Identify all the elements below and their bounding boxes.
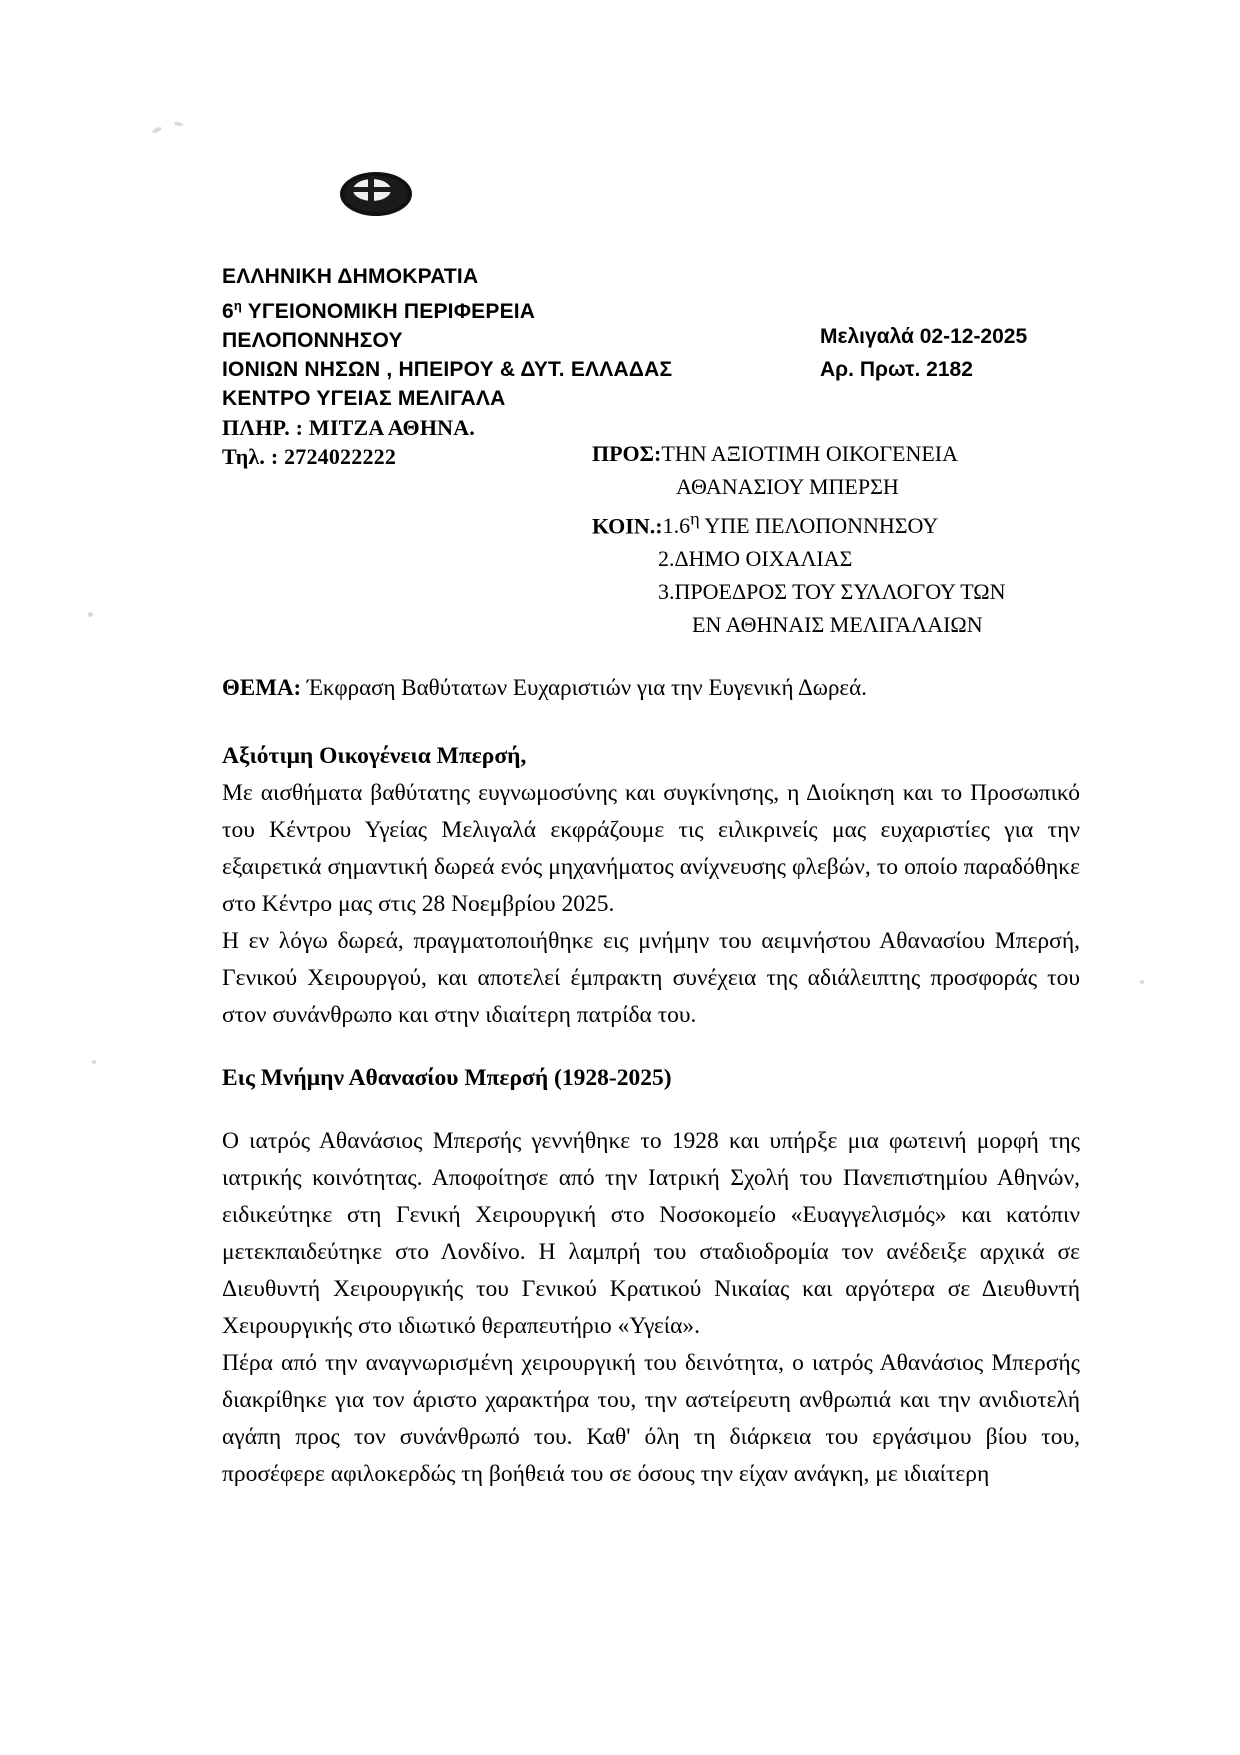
subject-line xyxy=(222,672,1122,704)
scan-speck xyxy=(152,126,163,134)
spacer xyxy=(222,1034,1080,1060)
salutation: Αξιότιμη Οικογένεια Μπερσή, xyxy=(222,743,527,769)
spacer xyxy=(222,1097,1080,1123)
recipient-cc-line xyxy=(592,503,1152,542)
recipient-cc-2: 2.ΔΗΜΟ ΟΙΧΑΛΙΑΣ xyxy=(658,546,853,572)
scan-speck xyxy=(1140,980,1144,984)
subject-text: Έκφραση Βαθύτατων Ευχαριστιών για την Ευγενική Δωρεά. xyxy=(301,675,867,700)
greek-emblem-icon xyxy=(340,172,404,208)
recipient-to-name: ΤΗΝ ΑΞΙΟΤΙΜΗ ΟΙΚΟΓΕΝΕΙΑ xyxy=(661,441,959,466)
protocol-number: Αρ. Πρωτ. 2182 xyxy=(820,358,973,381)
letter-body xyxy=(222,738,1080,1493)
recipient-block xyxy=(592,437,1152,641)
paragraph-3: Ο ιατρός Αθανάσιος Μπερσής γεννήθηκε το 1928 και υπήρξε μια φωτεινή μορφή της ιατρικής κοινότητας. Αποφοίτησε από την Ιατρική Σχολή του Πανεπιστημίου Αθηνών, ειδικεύτηκε στη Γενική Χειρουργική στο Νοσοκομείο «Ευαγγελισμός» και κατόπιν μετεκπαιδεύτηκε στο Λονδίνο. Η λαμπρή του σταδιοδρομία τον ανέδειξε αρχικά σε Διευθυντή Χειρουργικής του Γενικού Κρατικού Νικαίας και αργότερα σε Διευθυντή Χειρουργικής στο ιδιωτικό θεραπευτήριο «Υγεία». xyxy=(222,1128,1080,1339)
paragraph-2: Η εν λόγω δωρεά, πραγματοποιήθηκε εις μνήμην του αειμνήστου Αθανασίου Μπερσή, Γενικού Χειρουργού, και αποτελεί έμπρακτη συνέχεια της αδιάλειπτης προσφοράς του στον συνάνθρωπο και στην ιδιαίτερη πατρίδα του. xyxy=(222,928,1080,1028)
memorial-heading: Εις Μνήμην Αθανασίου Μπερσή (1928-2025) xyxy=(222,1065,672,1091)
scan-speck xyxy=(88,612,93,617)
scan-speck xyxy=(174,121,184,127)
letterhead-line-5: ΚΕΝΤΡΟ ΥΓΕΙΑΣ ΜΕΛΙΓΑΛΑ xyxy=(222,387,506,410)
letterhead-line-2: $6^\eta$ ΥΓΕΙΟΝΟΜΙΚΗ ΠΕΡΙΦΕΡΕΙΑ xyxy=(222,298,536,323)
recipient-cc-1: $1.6^\eta$ ΥΠΕ ΠΕΛΟΠΟΝΝΗΣΟΥ xyxy=(662,509,939,539)
paragraph-4: Πέρα από την αναγνωρισμένη χειρουργική του δεινότητα, ο ιατρός Αθανάσιος Μπερσής διακρίθηκε για τον άριστο χαρακτήρα του, την αστείρευτη ανθρωπιά και την ανιδιοτελή αγάπη προς τον συνάνθρωπό του. Καθ' όλη τη διάρκεια του εργάσιμου βίου του, προσέφερε αφιλοκερδώς τη βοήθειά του σε όσους την είχαν ανάγκη, με ιδιαίτερη xyxy=(222,1350,1080,1487)
letterhead-line-3: ΠΕΛΟΠΟΝΝΗΣΟΥ xyxy=(222,329,403,352)
recipient-cc-label: ΚΟΙΝ.: xyxy=(592,513,663,539)
recipient-to-label: ΠΡΟΣ: xyxy=(592,441,662,466)
emblem-bar-vertical xyxy=(368,179,374,201)
letterhead-line-1: ΕΛΛΗΝΙΚΗ ΔΗΜΟΚΡΑΤΙΑ xyxy=(222,265,479,288)
protocol-block xyxy=(820,320,1027,386)
recipient-cc-3b: ΕΝ ΑΘΗΝΑΙΣ ΜΕΛΙΓΑΛΑΙΩΝ xyxy=(692,612,983,638)
letterhead-line-4: ΙΟΝΙΩΝ ΝΗΣΩΝ , ΗΠΕΙΡΟΥ & ΔΥΤ. ΕΛΛΑΔΑΣ xyxy=(222,358,673,381)
paragraph-1: Με αισθήματα βαθύτατης ευγνωμοσύνης και συγκίνησης, η Διοίκηση και το Προσωπικό του Κέντρου Υγείας Μελιγαλά εκφράζουμε τις ειλικρινείς μας ευχαριστίες για την εξαιρετικά σημαντική δωρεά ενός μηχανήματος ανίχνευσης φλεβών, το οποίο παραδόθηκε στο Κέντρο μας στις 28 Νοεμβρίου 2025. xyxy=(222,780,1080,917)
scan-speck xyxy=(92,1060,96,1064)
recipient-to-name-2: ΑΘΑΝΑΣΙΟΥ ΜΠΕΡΣΗ xyxy=(676,474,899,499)
subject-label: ΘΕΜΑ: xyxy=(222,675,302,700)
recipient-to-line xyxy=(592,437,1152,470)
contact-person: ΠΛΗΡ. : ΜΙΤΖΑ ΑΘΗΝΑ. xyxy=(222,415,476,440)
recipient-cc-3: 3.ΠΡΟΕΔΡΟΣ ΤΟΥ ΣΥΛΛΟΓΟΥ ΤΩΝ xyxy=(658,579,1006,605)
contact-phone: Τηλ. : 2724022222 xyxy=(222,444,397,469)
protocol-place-date: Μελιγαλά 02-12-2025 xyxy=(820,325,1028,348)
